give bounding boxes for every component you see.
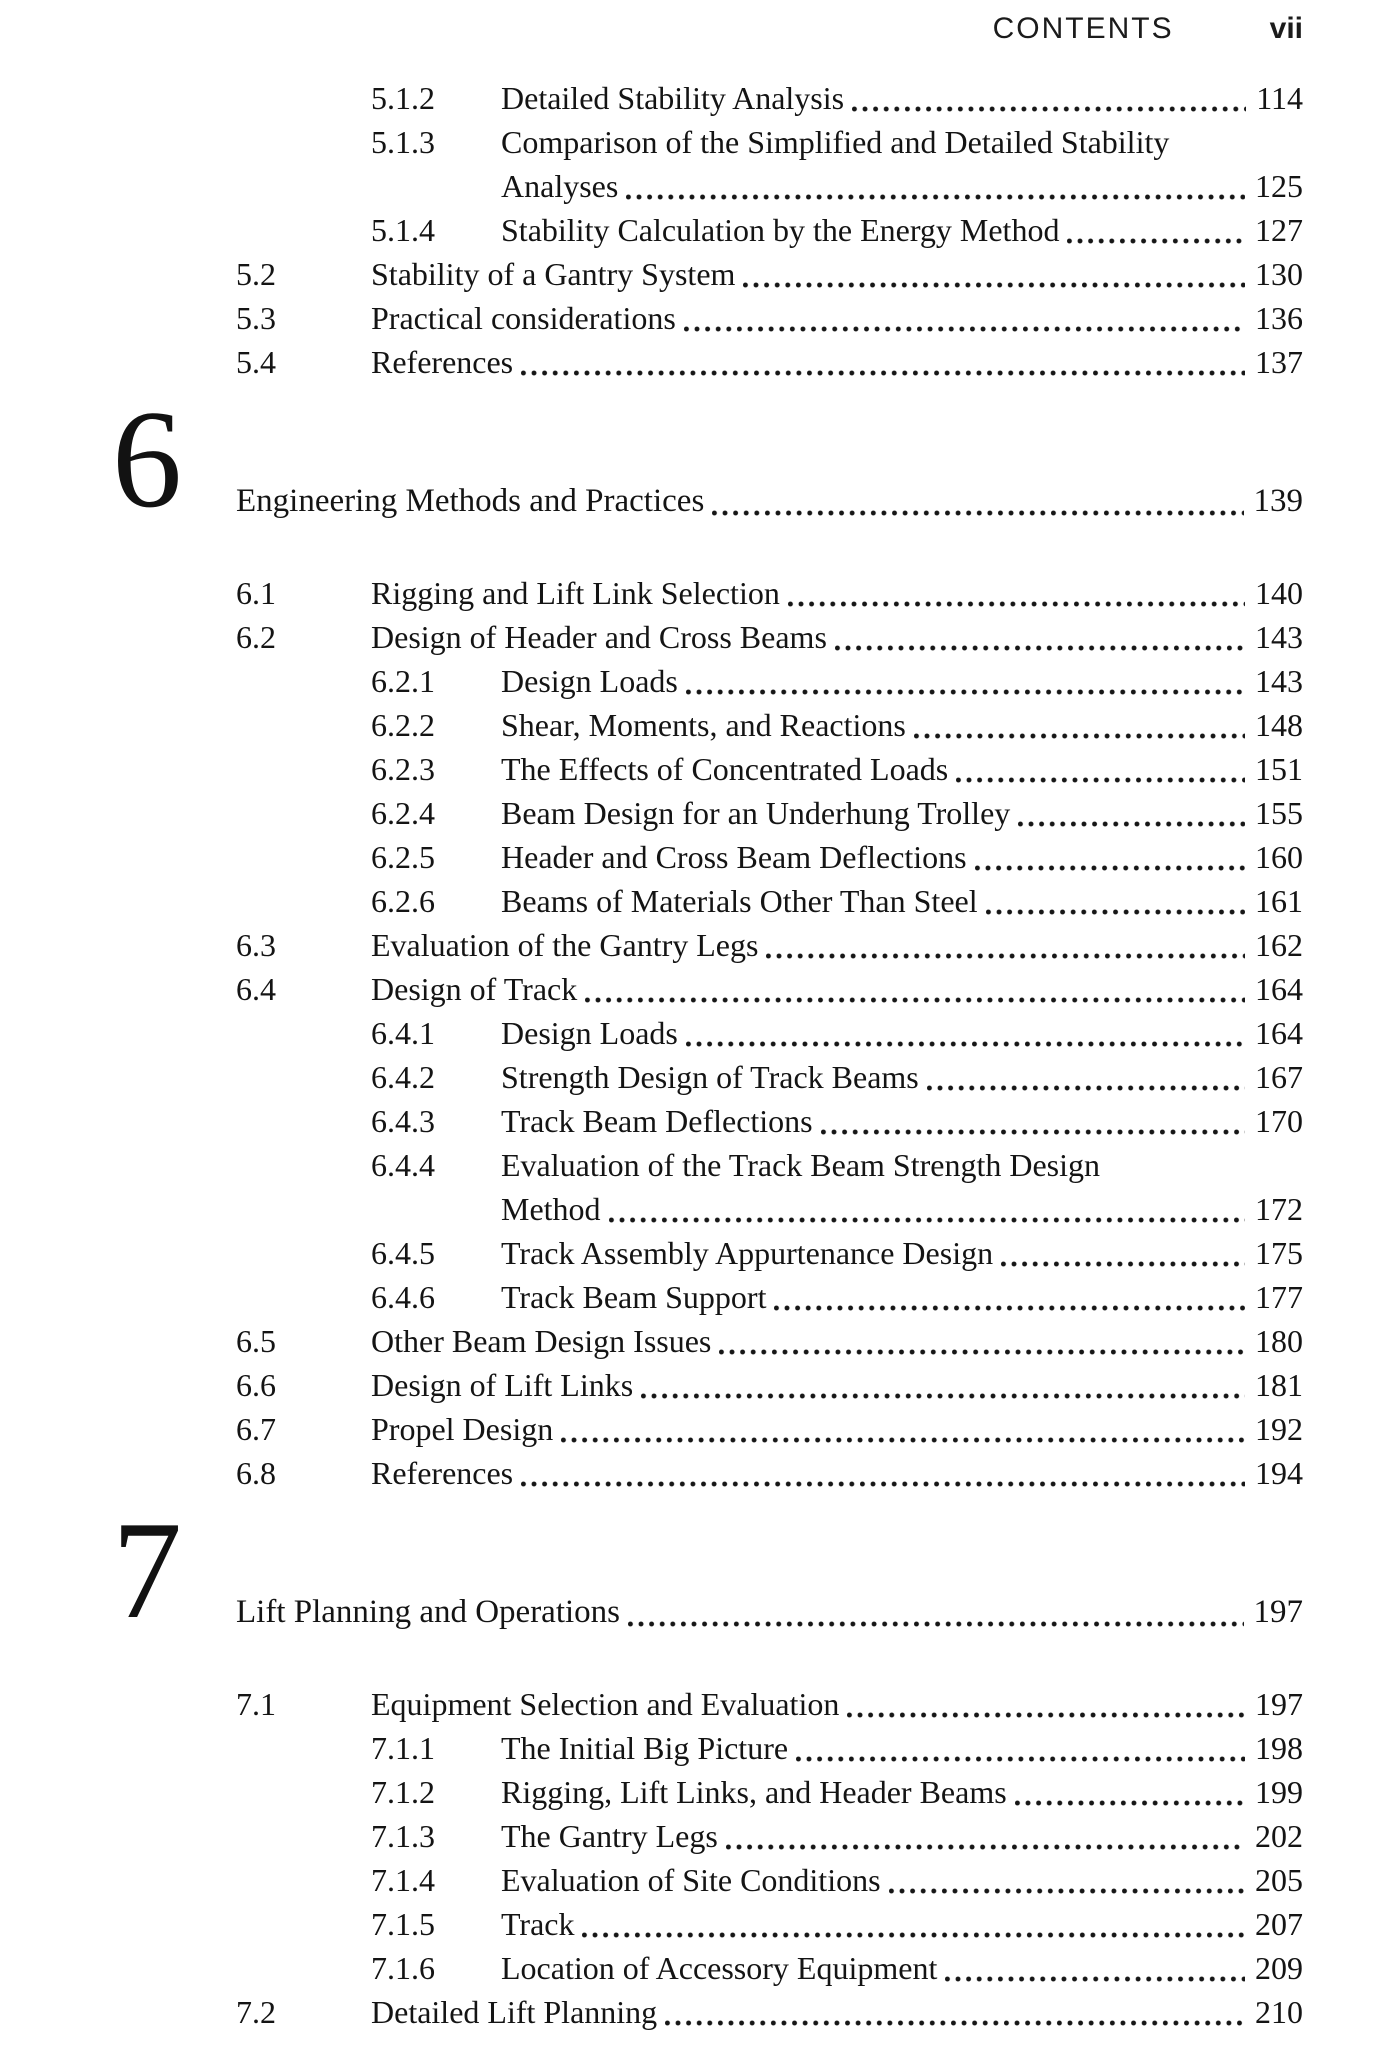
leader-dots: [914, 733, 1245, 739]
toc-entry: [236, 1319, 1303, 1363]
leader-dots: [521, 1481, 1245, 1487]
toc-entry: [236, 791, 1303, 835]
leader-dots: [847, 1712, 1245, 1718]
entry-title: Shear, Moments, and Reactions: [501, 707, 906, 743]
leader-dots: [1018, 821, 1245, 827]
entry-number: 6.4.1: [371, 1015, 435, 1051]
entry-page: 155: [1255, 795, 1303, 831]
toc-entry: [236, 340, 1303, 384]
entry-title: Header and Cross Beam Deflections: [501, 839, 967, 875]
toc-entry: [236, 1231, 1303, 1275]
entry-page: 177: [1255, 1279, 1303, 1315]
toc-entry: [236, 1814, 1303, 1858]
leader-dots: [796, 1756, 1245, 1762]
entry-title: Location of Accessory Equipment: [501, 1950, 938, 1986]
leader-dots: [927, 1085, 1245, 1091]
entry-page: 125: [1255, 168, 1303, 204]
entry-title: Rigging and Lift Link Selection: [371, 575, 780, 611]
entry-number: 6.2.6: [371, 883, 435, 919]
toc-entry: [236, 1451, 1303, 1495]
entry-number: 6.1: [236, 575, 276, 611]
toc-entry: [236, 208, 1303, 252]
toc-entry: [236, 835, 1303, 879]
entry-page: 137: [1255, 344, 1303, 380]
toc-entry: [236, 1099, 1303, 1143]
entry-page: 194: [1255, 1455, 1303, 1491]
entry-title: Comparison of the Simplified and Detailed Stability: [501, 124, 1170, 160]
entry-title: Stability Calculation by the Energy Method: [501, 212, 1060, 248]
entry-page: 151: [1255, 751, 1303, 787]
toc-entry: [236, 164, 1303, 208]
entry-number: 5.1.2: [371, 80, 435, 116]
entry-title: The Initial Big Picture: [501, 1730, 789, 1766]
chapter-number: 7: [112, 1493, 182, 1648]
leader-dots: [788, 601, 1245, 607]
entry-number: 6.4.3: [371, 1103, 435, 1139]
entry-number: 6.3: [236, 927, 276, 963]
entry-page: 143: [1255, 619, 1303, 655]
chapter-heading: [112, 382, 1303, 537]
entry-page: 207: [1255, 1906, 1303, 1942]
leader-dots: [712, 510, 1243, 516]
entry-number: 5.1.3: [371, 124, 435, 160]
entry-title: Track: [501, 1906, 575, 1942]
entry-title: Design Loads: [501, 1015, 678, 1051]
entry-page: 209: [1255, 1950, 1303, 1986]
entry-page: 202: [1255, 1818, 1303, 1854]
entry-page: 140: [1255, 575, 1303, 611]
entry-page: 162: [1255, 927, 1303, 963]
leader-dots: [628, 1621, 1243, 1627]
entry-number: 7.1.2: [371, 1774, 435, 1810]
entry-page: 172: [1255, 1191, 1303, 1227]
toc-entry: [236, 1902, 1303, 1946]
entry-number: 7.1.5: [371, 1906, 435, 1942]
entry-title: Detailed Stability Analysis: [501, 80, 845, 116]
toc-section: [236, 76, 1303, 384]
toc-entry: [236, 747, 1303, 791]
entry-number: 7.1.1: [371, 1730, 435, 1766]
leader-dots: [561, 1437, 1245, 1443]
toc-entry: [236, 615, 1303, 659]
leader-dots: [684, 326, 1245, 332]
leader-dots: [743, 282, 1245, 288]
leader-dots: [1067, 238, 1245, 244]
entry-title: Rigging, Lift Links, and Header Beams: [501, 1774, 1007, 1810]
entry-page: 197: [1255, 1686, 1303, 1722]
entry-number: 6.2.1: [371, 663, 435, 699]
entry-page: 205: [1255, 1862, 1303, 1898]
entry-number: 5.2: [236, 256, 276, 292]
entry-number: 6.2.3: [371, 751, 435, 787]
toc-entry: [236, 1770, 1303, 1814]
leader-dots: [609, 1217, 1245, 1223]
entry-page: 164: [1255, 1015, 1303, 1051]
leader-dots: [821, 1129, 1245, 1135]
chapter-number: 6: [112, 382, 182, 537]
entry-page: 164: [1255, 971, 1303, 1007]
toc-section: [236, 571, 1303, 1495]
entry-title: Evaluation of the Gantry Legs: [371, 927, 759, 963]
entry-title: Beam Design for an Underhung Trolley: [501, 795, 1011, 831]
entry-title: The Gantry Legs: [501, 1818, 718, 1854]
toc-entry: [236, 296, 1303, 340]
leader-dots: [975, 865, 1245, 871]
entry-title: Design of Lift Links: [371, 1367, 634, 1403]
entry-title: Beams of Materials Other Than Steel: [501, 883, 978, 919]
toc-entry: [236, 1682, 1303, 1726]
entry-title: The Effects of Concentrated Loads: [501, 751, 949, 787]
entry-title: Design Loads: [501, 663, 678, 699]
toc-section: [236, 1682, 1303, 2034]
entry-page: 160: [1255, 839, 1303, 875]
entry-page: 143: [1255, 663, 1303, 699]
leader-dots: [726, 1844, 1245, 1850]
entry-page: 127: [1255, 212, 1303, 248]
entry-page: 170: [1255, 1103, 1303, 1139]
leader-dots: [774, 1305, 1245, 1311]
entry-page: 210: [1255, 1994, 1303, 2030]
toc-entry: [236, 571, 1303, 615]
entry-title: References: [371, 1455, 514, 1491]
entry-number: 6.2.2: [371, 707, 435, 743]
entry-page: 148: [1255, 707, 1303, 743]
toc: [112, 76, 1303, 2034]
chapter-title: Lift Planning and Operations: [236, 1594, 621, 1630]
toc-entry: [236, 1990, 1303, 2034]
entry-number: 6.7: [236, 1411, 276, 1447]
entry-title: Design of Header and Cross Beams: [371, 619, 827, 655]
toc-entry: [236, 1055, 1303, 1099]
leader-dots: [585, 997, 1245, 1003]
page-header: [236, 12, 1303, 46]
toc-entry: [236, 1726, 1303, 1770]
entry-number: 6.6: [236, 1367, 276, 1403]
contents-title: CONTENTS: [992, 12, 1174, 45]
entry-title: Track Beam Deflections: [501, 1103, 813, 1139]
entry-number: 6.2: [236, 619, 276, 655]
entry-page: 180: [1255, 1323, 1303, 1359]
leader-dots: [889, 1888, 1245, 1894]
leader-dots: [719, 1349, 1245, 1355]
toc-entry: [236, 659, 1303, 703]
toc-entry: [236, 1143, 1303, 1187]
chapter-page: 139: [1253, 483, 1303, 519]
leader-dots: [956, 777, 1245, 783]
toc-entry: [236, 120, 1303, 164]
entry-title: Evaluation of the Track Beam Strength Design: [501, 1147, 1101, 1183]
entry-title: Practical considerations: [371, 300, 676, 336]
leader-dots: [835, 645, 1245, 651]
entry-number: 6.5: [236, 1323, 276, 1359]
entry-title: Track Beam Support: [501, 1279, 767, 1315]
entry-number: 6.8: [236, 1455, 276, 1491]
chapter-title: Engineering Methods and Practices: [236, 483, 705, 519]
leader-dots: [521, 370, 1245, 376]
entry-title: Other Beam Design Issues: [371, 1323, 712, 1359]
entry-page: 175: [1255, 1235, 1303, 1271]
entry-page: 136: [1255, 300, 1303, 336]
entry-title: Strength Design of Track Beams: [501, 1059, 919, 1095]
entry-page: 198: [1255, 1730, 1303, 1766]
entry-title: Method: [501, 1191, 601, 1227]
toc-entry: [236, 252, 1303, 296]
chapter-page: 197: [1253, 1594, 1303, 1630]
toc-entry: [236, 1275, 1303, 1319]
entry-page: 114: [1256, 80, 1303, 116]
entry-page: 161: [1255, 883, 1303, 919]
leader-dots: [641, 1393, 1245, 1399]
entry-number: 5.4: [236, 344, 276, 380]
toc-entry: [236, 1946, 1303, 1990]
leader-dots: [945, 1976, 1245, 1982]
entry-title: Analyses: [501, 168, 619, 204]
entry-page: 167: [1255, 1059, 1303, 1095]
entry-title: Stability of a Gantry System: [371, 256, 736, 292]
entry-number: 7.1.4: [371, 1862, 435, 1898]
leader-dots: [626, 194, 1245, 200]
entry-number: 7.2: [236, 1994, 276, 2030]
entry-number: 7.1: [236, 1686, 276, 1722]
leader-dots: [686, 1041, 1245, 1047]
leader-dots: [686, 689, 1245, 695]
toc-entry: [236, 1858, 1303, 1902]
leader-dots: [665, 2020, 1245, 2026]
entry-number: 6.4.5: [371, 1235, 435, 1271]
folio-page-number: vii: [1269, 12, 1303, 45]
entry-page: 181: [1255, 1367, 1303, 1403]
entry-title: Evaluation of Site Conditions: [501, 1862, 881, 1898]
entry-number: 6.4.2: [371, 1059, 435, 1095]
entry-page: 130: [1255, 256, 1303, 292]
entry-number: 6.2.4: [371, 795, 435, 831]
toc-entry: [236, 1187, 1303, 1231]
toc-entry: [236, 1363, 1303, 1407]
entry-title: Track Assembly Appurtenance Design: [501, 1235, 994, 1271]
entry-title: Equipment Selection and Evaluation: [371, 1686, 840, 1722]
entry-title: Detailed Lift Planning: [371, 1994, 658, 2030]
entry-page: 199: [1255, 1774, 1303, 1810]
entry-number: 6.2.5: [371, 839, 435, 875]
toc-entry: [236, 923, 1303, 967]
toc-entry: [236, 1407, 1303, 1451]
entry-number: 7.1.3: [371, 1818, 435, 1854]
leader-dots: [1015, 1800, 1245, 1806]
entry-number: 6.4: [236, 971, 276, 1007]
entry-title: Design of Track: [371, 971, 578, 1007]
toc-entry: [236, 879, 1303, 923]
entry-number: 7.1.6: [371, 1950, 435, 1986]
toc-entry: [236, 1011, 1303, 1055]
toc-entry: [236, 703, 1303, 747]
toc-entry: [236, 967, 1303, 1011]
leader-dots: [1001, 1261, 1245, 1267]
entry-page: 192: [1255, 1411, 1303, 1447]
entry-number: 6.4.6: [371, 1279, 435, 1315]
leader-dots: [766, 953, 1245, 959]
entry-number: 6.4.4: [371, 1147, 435, 1183]
entry-title: Propel Design: [371, 1411, 554, 1447]
entry-title: References: [371, 344, 514, 380]
toc-entry: [236, 76, 1303, 120]
chapter-heading: [112, 1493, 1303, 1648]
entry-number: 5.1.4: [371, 212, 435, 248]
leader-dots: [986, 909, 1245, 915]
entry-number: 5.3: [236, 300, 276, 336]
leader-dots: [582, 1932, 1245, 1938]
leader-dots: [852, 106, 1246, 112]
